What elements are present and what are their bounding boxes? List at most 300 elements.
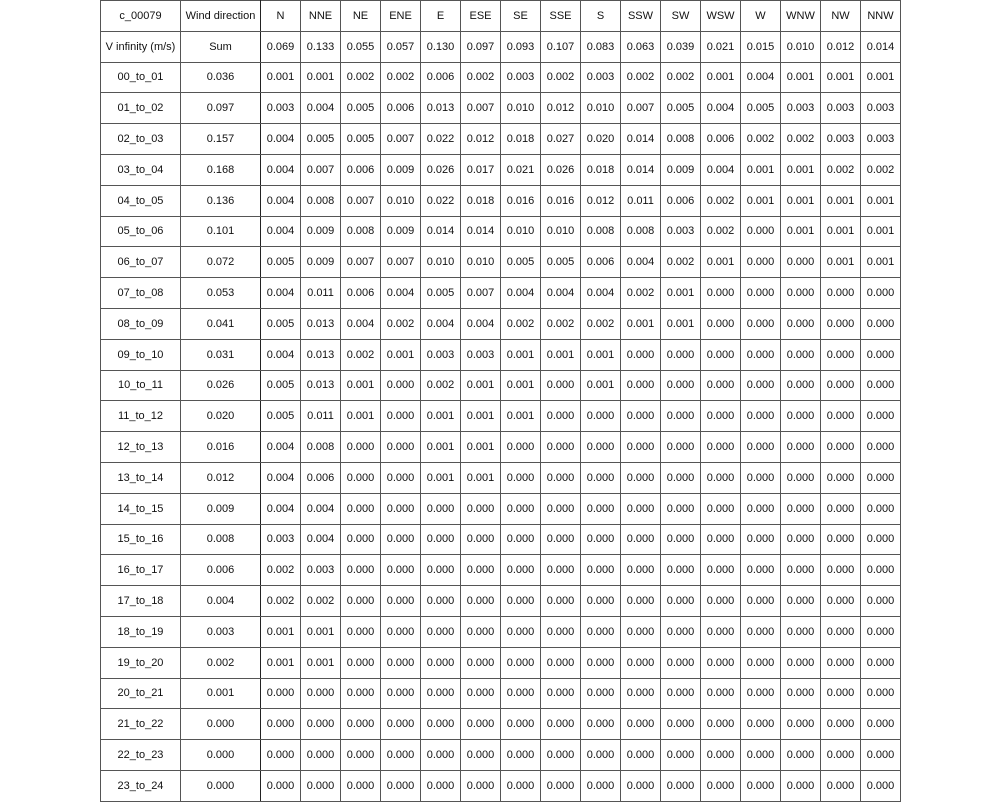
table-cell: 0.014 [621,154,661,185]
table-cell: 0.000 [781,770,821,801]
table-cell: 0.001 [861,185,901,216]
table-cell: 0.005 [261,308,301,339]
table-cell: 0.000 [621,616,661,647]
table-cell: 0.009 [381,154,421,185]
table-cell: 0.003 [581,62,621,93]
table-cell: 0.001 [781,185,821,216]
table-cell: 0.000 [341,740,381,771]
table-cell: 0.000 [421,493,461,524]
speed-bin-label: 23_to_24 [101,770,181,801]
table-cell: 0.000 [661,555,701,586]
table-cell: 0.004 [621,247,661,278]
speed-bin-sum: 0.097 [181,93,261,124]
speed-bin-sum: 0.072 [181,247,261,278]
table-cell: 0.000 [381,370,421,401]
table-cell: 0.003 [821,93,861,124]
table-cell: 0.000 [821,586,861,617]
table-cell: 0.001 [621,308,661,339]
table-cell: 0.010 [421,247,461,278]
table-cell: 0.001 [781,154,821,185]
table-cell: 0.000 [861,524,901,555]
table-cell: 0.000 [621,709,661,740]
speed-bin-label: 18_to_19 [101,616,181,647]
table-row [101,93,901,124]
table-cell: 0.001 [341,370,381,401]
table-cell: 0.000 [741,308,781,339]
speed-bin-label: 07_to_08 [101,278,181,309]
corner-label: c_00079 [101,1,181,32]
table-cell: 0.000 [621,555,661,586]
direction-header-cell: SE [501,1,541,32]
table-cell: 0.000 [661,339,701,370]
table-cell: 0.000 [741,647,781,678]
table-cell: 0.004 [341,308,381,339]
table-cell: 0.000 [301,678,341,709]
table-cell: 0.000 [421,586,461,617]
table-cell: 0.000 [861,432,901,463]
table-cell: 0.000 [261,770,301,801]
table-cell: 0.000 [821,432,861,463]
table-cell: 0.000 [301,770,341,801]
table-cell: 0.000 [661,493,701,524]
table-cell: 0.000 [701,524,741,555]
direction-header-cell: S [581,1,621,32]
table-cell: 0.000 [301,709,341,740]
table-cell: 0.000 [821,493,861,524]
table-cell: 0.002 [301,586,341,617]
table-cell: 0.001 [301,62,341,93]
table-cell: 0.016 [501,185,541,216]
table-cell: 0.001 [741,154,781,185]
table-cell: 0.000 [781,740,821,771]
speed-bin-sum: 0.036 [181,62,261,93]
table-row [101,124,901,155]
table-cell: 0.001 [421,462,461,493]
table-cell: 0.001 [301,616,341,647]
table-cell: 0.000 [541,586,581,617]
table-cell: 0.000 [341,555,381,586]
table-cell: 0.000 [701,770,741,801]
table-cell: 0.000 [781,524,821,555]
table-cell: 0.000 [741,278,781,309]
table-cell: 0.000 [621,678,661,709]
table-cell: 0.000 [821,308,861,339]
table-cell: 0.000 [581,770,621,801]
table-cell: 0.000 [661,647,701,678]
table-cell: 0.013 [301,339,341,370]
table-cell: 0.004 [421,308,461,339]
table-cell: 0.000 [741,709,781,740]
table-cell: 0.000 [421,709,461,740]
table-cell: 0.000 [661,401,701,432]
table-cell: 0.016 [541,185,581,216]
table-cell: 0.005 [261,370,301,401]
direction-header-cell: N [261,1,301,32]
table-cell: 0.000 [621,401,661,432]
table-cell: 0.018 [581,154,621,185]
table-cell: 0.000 [621,524,661,555]
table-cell: 0.000 [581,401,621,432]
table-cell: 0.009 [381,216,421,247]
table-cell: 0.008 [661,124,701,155]
direction-header-cell: NNE [301,1,341,32]
speed-header: V infinity (m/s) [101,31,181,62]
direction-header-cell: NNW [861,1,901,32]
speed-bin-label: 05_to_06 [101,216,181,247]
direction-sum-cell: 0.069 [261,31,301,62]
table-cell: 0.000 [341,432,381,463]
table-cell: 0.000 [661,586,701,617]
table-cell: 0.003 [861,93,901,124]
table-cell: 0.000 [861,586,901,617]
table-cell: 0.000 [501,555,541,586]
table-cell: 0.011 [301,401,341,432]
table-cell: 0.000 [461,770,501,801]
speed-bin-label: 01_to_02 [101,93,181,124]
table-cell: 0.005 [501,247,541,278]
table-cell: 0.000 [541,462,581,493]
table-cell: 0.003 [861,124,901,155]
table-cell: 0.000 [421,524,461,555]
table-cell: 0.000 [621,432,661,463]
table-cell: 0.000 [381,647,421,678]
speed-bin-label: 03_to_04 [101,154,181,185]
table-cell: 0.012 [461,124,501,155]
table-cell: 0.004 [261,124,301,155]
table-cell: 0.000 [861,740,901,771]
table-cell: 0.000 [701,308,741,339]
speed-bin-sum: 0.053 [181,278,261,309]
table-cell: 0.000 [501,586,541,617]
table-cell: 0.004 [701,93,741,124]
table-cell: 0.000 [661,524,701,555]
table-cell: 0.000 [821,555,861,586]
table-cell: 0.007 [381,124,421,155]
speed-bin-sum: 0.003 [181,616,261,647]
table-cell: 0.003 [821,124,861,155]
direction-sum-cell: 0.012 [821,31,861,62]
table-cell: 0.000 [581,524,621,555]
table-cell: 0.000 [461,555,501,586]
table-cell: 0.000 [741,555,781,586]
table-cell: 0.000 [261,740,301,771]
table-cell: 0.002 [341,339,381,370]
table-cell: 0.000 [661,678,701,709]
table-cell: 0.001 [501,339,541,370]
direction-header-cell: WNW [781,1,821,32]
table-cell: 0.006 [421,62,461,93]
table-cell: 0.000 [541,616,581,647]
table-cell: 0.000 [781,432,821,463]
table-cell: 0.000 [381,740,421,771]
table-cell: 0.006 [341,154,381,185]
table-cell: 0.000 [821,401,861,432]
table-cell: 0.000 [581,647,621,678]
table-cell: 0.002 [741,124,781,155]
speed-bin-label: 00_to_01 [101,62,181,93]
table-cell: 0.000 [381,401,421,432]
table-cell: 0.012 [541,93,581,124]
table-cell: 0.000 [741,493,781,524]
table-cell: 0.000 [341,616,381,647]
table-cell: 0.000 [861,678,901,709]
table-cell: 0.000 [701,462,741,493]
table-cell: 0.006 [701,124,741,155]
table-cell: 0.005 [741,93,781,124]
direction-header-cell: WSW [701,1,741,32]
table-cell: 0.000 [461,709,501,740]
table-cell: 0.000 [701,586,741,617]
speed-bin-sum: 0.016 [181,432,261,463]
table-cell: 0.006 [341,278,381,309]
header-row [101,1,901,32]
table-cell: 0.000 [701,647,741,678]
table-row [101,216,901,247]
table-cell: 0.007 [621,93,661,124]
direction-sum-cell: 0.097 [461,31,501,62]
table-cell: 0.002 [661,62,701,93]
table-cell: 0.000 [621,339,661,370]
table-cell: 0.002 [541,62,581,93]
table-cell: 0.000 [381,524,421,555]
table-cell: 0.001 [461,432,501,463]
table-cell: 0.000 [861,616,901,647]
table-cell: 0.005 [261,247,301,278]
sum-row [101,31,901,62]
table-cell: 0.000 [541,432,581,463]
direction-header-cell: ESE [461,1,501,32]
table-cell: 0.005 [341,93,381,124]
table-cell: 0.008 [581,216,621,247]
table-cell: 0.004 [741,62,781,93]
speed-bin-label: 14_to_15 [101,493,181,524]
speed-bin-sum: 0.000 [181,709,261,740]
direction-header-cell: ENE [381,1,421,32]
table-cell: 0.000 [501,616,541,647]
speed-bin-sum: 0.002 [181,647,261,678]
speed-bin-sum: 0.008 [181,524,261,555]
table-cell: 0.007 [461,278,501,309]
table-cell: 0.000 [741,370,781,401]
wind-frequency-table [100,0,901,802]
table-cell: 0.000 [581,555,621,586]
table-cell: 0.000 [581,432,621,463]
table-cell: 0.004 [261,278,301,309]
table-cell: 0.001 [461,370,501,401]
direction-sum-cell: 0.133 [301,31,341,62]
speed-bin-label: 20_to_21 [101,678,181,709]
table-cell: 0.000 [861,339,901,370]
table-cell: 0.001 [701,247,741,278]
table-cell: 0.000 [341,493,381,524]
direction-header-cell: W [741,1,781,32]
table-cell: 0.001 [501,370,541,401]
table-cell: 0.000 [781,586,821,617]
table-cell: 0.000 [381,432,421,463]
table-cell: 0.002 [381,308,421,339]
table-cell: 0.004 [501,278,541,309]
table-cell: 0.000 [501,647,541,678]
table-cell: 0.000 [341,678,381,709]
table-cell: 0.000 [741,247,781,278]
table-cell: 0.004 [381,278,421,309]
table-row [101,185,901,216]
table-cell: 0.003 [661,216,701,247]
table-cell: 0.004 [701,154,741,185]
table-cell: 0.022 [421,185,461,216]
speed-bin-label: 16_to_17 [101,555,181,586]
table-cell: 0.000 [261,678,301,709]
speed-bin-sum: 0.009 [181,493,261,524]
table-cell: 0.000 [381,709,421,740]
table-cell: 0.000 [741,339,781,370]
table-cell: 0.000 [741,216,781,247]
table-cell: 0.000 [861,770,901,801]
table-cell: 0.004 [261,339,301,370]
table-cell: 0.000 [381,616,421,647]
table-cell: 0.000 [581,493,621,524]
speed-bin-sum: 0.012 [181,462,261,493]
table-cell: 0.000 [381,493,421,524]
table-cell: 0.002 [381,62,421,93]
table-cell: 0.010 [581,93,621,124]
table-cell: 0.000 [541,678,581,709]
table-cell: 0.010 [501,216,541,247]
table-row [101,308,901,339]
table-cell: 0.000 [821,370,861,401]
table-cell: 0.000 [781,339,821,370]
table-cell: 0.008 [341,216,381,247]
table-cell: 0.002 [341,62,381,93]
table-cell: 0.000 [741,524,781,555]
table-cell: 0.014 [461,216,501,247]
table-cell: 0.005 [541,247,581,278]
table-cell: 0.001 [821,216,861,247]
table-cell: 0.004 [581,278,621,309]
table-cell: 0.002 [621,62,661,93]
direction-sum-cell: 0.107 [541,31,581,62]
table-row [101,740,901,771]
table-cell: 0.000 [541,740,581,771]
table-cell: 0.000 [861,555,901,586]
table-cell: 0.010 [381,185,421,216]
table-cell: 0.000 [621,770,661,801]
table-cell: 0.000 [421,678,461,709]
table-cell: 0.026 [421,154,461,185]
table-cell: 0.000 [381,678,421,709]
table-cell: 0.000 [461,647,501,678]
table-cell: 0.001 [541,339,581,370]
table-row [101,493,901,524]
speed-bin-sum: 0.000 [181,770,261,801]
table-row [101,62,901,93]
table-cell: 0.000 [501,524,541,555]
table-cell: 0.000 [701,401,741,432]
table-cell: 0.000 [821,278,861,309]
table-cell: 0.000 [781,278,821,309]
table-cell: 0.005 [421,278,461,309]
table-cell: 0.000 [621,586,661,617]
direction-header-cell: NE [341,1,381,32]
table-cell: 0.001 [581,339,621,370]
table-cell: 0.000 [581,740,621,771]
direction-header-cell: E [421,1,461,32]
table-cell: 0.004 [261,493,301,524]
speed-bin-label: 02_to_03 [101,124,181,155]
table-cell: 0.000 [341,524,381,555]
table-cell: 0.000 [621,462,661,493]
speed-bin-sum: 0.101 [181,216,261,247]
table-cell: 0.000 [741,401,781,432]
table-cell: 0.000 [701,278,741,309]
table-cell: 0.010 [541,216,581,247]
table-cell: 0.001 [461,462,501,493]
table-cell: 0.026 [541,154,581,185]
table-cell: 0.003 [461,339,501,370]
table-cell: 0.012 [581,185,621,216]
table-cell: 0.001 [421,432,461,463]
table-cell: 0.000 [781,647,821,678]
table-cell: 0.002 [621,278,661,309]
table-cell: 0.000 [661,709,701,740]
table-cell: 0.002 [701,185,741,216]
table-cell: 0.001 [741,185,781,216]
table-cell: 0.002 [781,124,821,155]
table-cell: 0.000 [781,616,821,647]
table-cell: 0.000 [541,524,581,555]
speed-bin-label: 15_to_16 [101,524,181,555]
table-cell: 0.001 [261,616,301,647]
speed-bin-sum: 0.026 [181,370,261,401]
speed-bin-label: 10_to_11 [101,370,181,401]
speed-bin-label: 13_to_14 [101,462,181,493]
table-cell: 0.005 [661,93,701,124]
table-cell: 0.002 [701,216,741,247]
table-cell: 0.001 [381,339,421,370]
table-cell: 0.000 [541,770,581,801]
table-cell: 0.000 [581,709,621,740]
speed-bin-label: 06_to_07 [101,247,181,278]
table-cell: 0.002 [461,62,501,93]
direction-sum-cell: 0.021 [701,31,741,62]
table-row [101,247,901,278]
table-cell: 0.000 [701,432,741,463]
table-cell: 0.000 [781,370,821,401]
speed-bin-label: 04_to_05 [101,185,181,216]
table-cell: 0.002 [861,154,901,185]
table-cell: 0.017 [461,154,501,185]
table-cell: 0.001 [461,401,501,432]
speed-bin-label: 21_to_22 [101,709,181,740]
direction-header-cell: SSE [541,1,581,32]
direction-sum-cell: 0.057 [381,31,421,62]
table-cell: 0.000 [741,678,781,709]
table-cell: 0.004 [461,308,501,339]
direction-sum-cell: 0.014 [861,31,901,62]
speed-bin-sum: 0.020 [181,401,261,432]
table-cell: 0.013 [301,370,341,401]
table-cell: 0.000 [821,616,861,647]
table-row [101,555,901,586]
table-cell: 0.000 [661,432,701,463]
table-row [101,647,901,678]
table-cell: 0.000 [501,432,541,463]
table-cell: 0.002 [421,370,461,401]
table-cell: 0.007 [341,247,381,278]
table-cell: 0.009 [301,216,341,247]
table-cell: 0.000 [741,462,781,493]
table-cell: 0.018 [501,124,541,155]
